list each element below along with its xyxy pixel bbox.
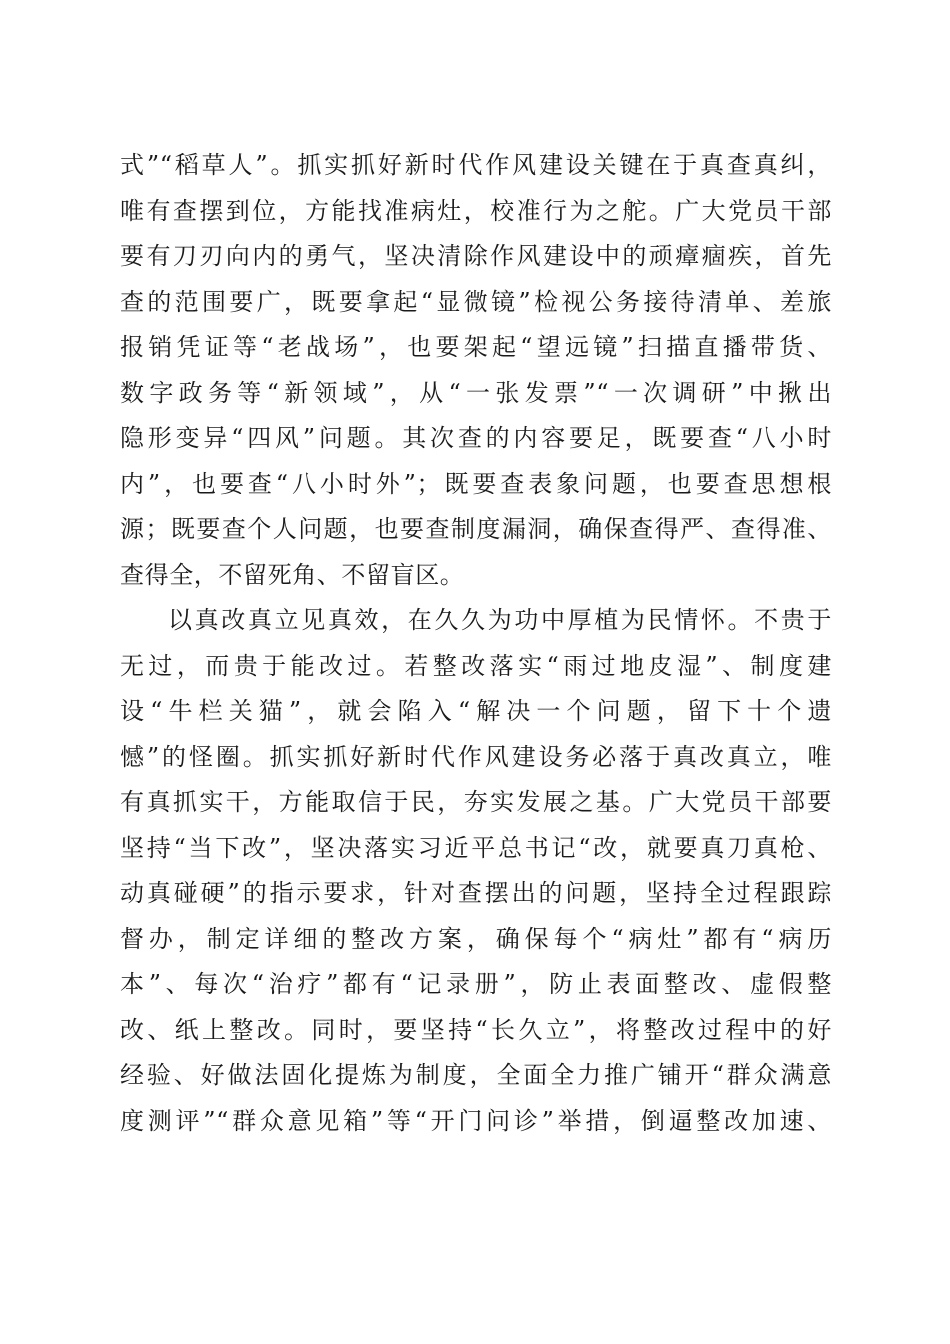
text-line: 数字政务等“新领域”，从“一张发票”“一次调研”中揪出 [120, 378, 832, 407]
text-line: 憾”的怪圈。抓实抓好新时代作风建设务必落于真改真立，唯 [120, 742, 832, 771]
text-line: 唯有查摆到位，方能找准病灶，校准行为之舵。广大党员干部 [120, 196, 832, 225]
text-line: 要有刀刃向内的勇气，坚决清除作风建设中的顽瘴痼疾，首先 [120, 242, 832, 270]
text-line: 式”“稻草人”。抓实抓好新时代作风建设关键在于真查真纠， [120, 151, 832, 179]
paragraph-1 [120, 143, 832, 598]
body-text [120, 143, 832, 1144]
text-line: 动真碰硬”的指示要求，针对查摆出的问题，坚持全过程跟踪 [120, 879, 832, 907]
text-line: 有真抓实干，方能取信于民，夯实发展之基。广大党员干部要 [120, 788, 832, 816]
text-line: 本”、每次“治疗”都有“记录册”，防止表面整改、虚假整 [120, 970, 832, 998]
text-line: 源；既要查个人问题，也要查制度漏洞，确保查得严、查得准、 [120, 515, 832, 543]
text-line: 经验、好做法固化提炼为制度，全面全力推广铺开“群众满意 [120, 1061, 832, 1089]
text-line: 设“牛栏关猫”，就会陷入“解决一个问题，留下十个遗 [120, 697, 832, 725]
text-line: 查得全，不留死角、不留盲区。 [120, 560, 465, 589]
text-line: 报销凭证等“老战场”，也要架起“望远镜”扫描直播带货、 [120, 333, 832, 361]
text-line: 内”，也要查“八小时外”；既要查表象问题，也要查思想根 [120, 469, 832, 498]
text-line: 无过，而贵于能改过。若整改落实“雨过地皮湿”、制度建 [120, 651, 832, 680]
text-line: 督办，制定详细的整改方案，确保每个“病灶”都有“病历 [120, 924, 832, 953]
text-line: 坚持“当下改”，坚决落实习近平总书记“改，就要真刀真枪、 [120, 833, 832, 862]
text-line: 改、纸上整改。同时，要坚持“长久立”，将整改过程中的好 [120, 1015, 832, 1044]
text-line: 隐形变异“四风”问题。其次查的内容要足，既要查“八小时 [120, 424, 832, 452]
paragraph-2 [120, 598, 832, 1144]
text-line: 以真改真立见真效，在久久为功中厚植为民情怀。不贵于 [168, 606, 832, 634]
text-line: 查的范围要广，既要拿起“显微镜”检视公务接待清单、差旅 [120, 287, 832, 316]
text-line: 度测评”“群众意见箱”等“开门问诊”举措，倒逼整改加速、 [120, 1106, 832, 1135]
